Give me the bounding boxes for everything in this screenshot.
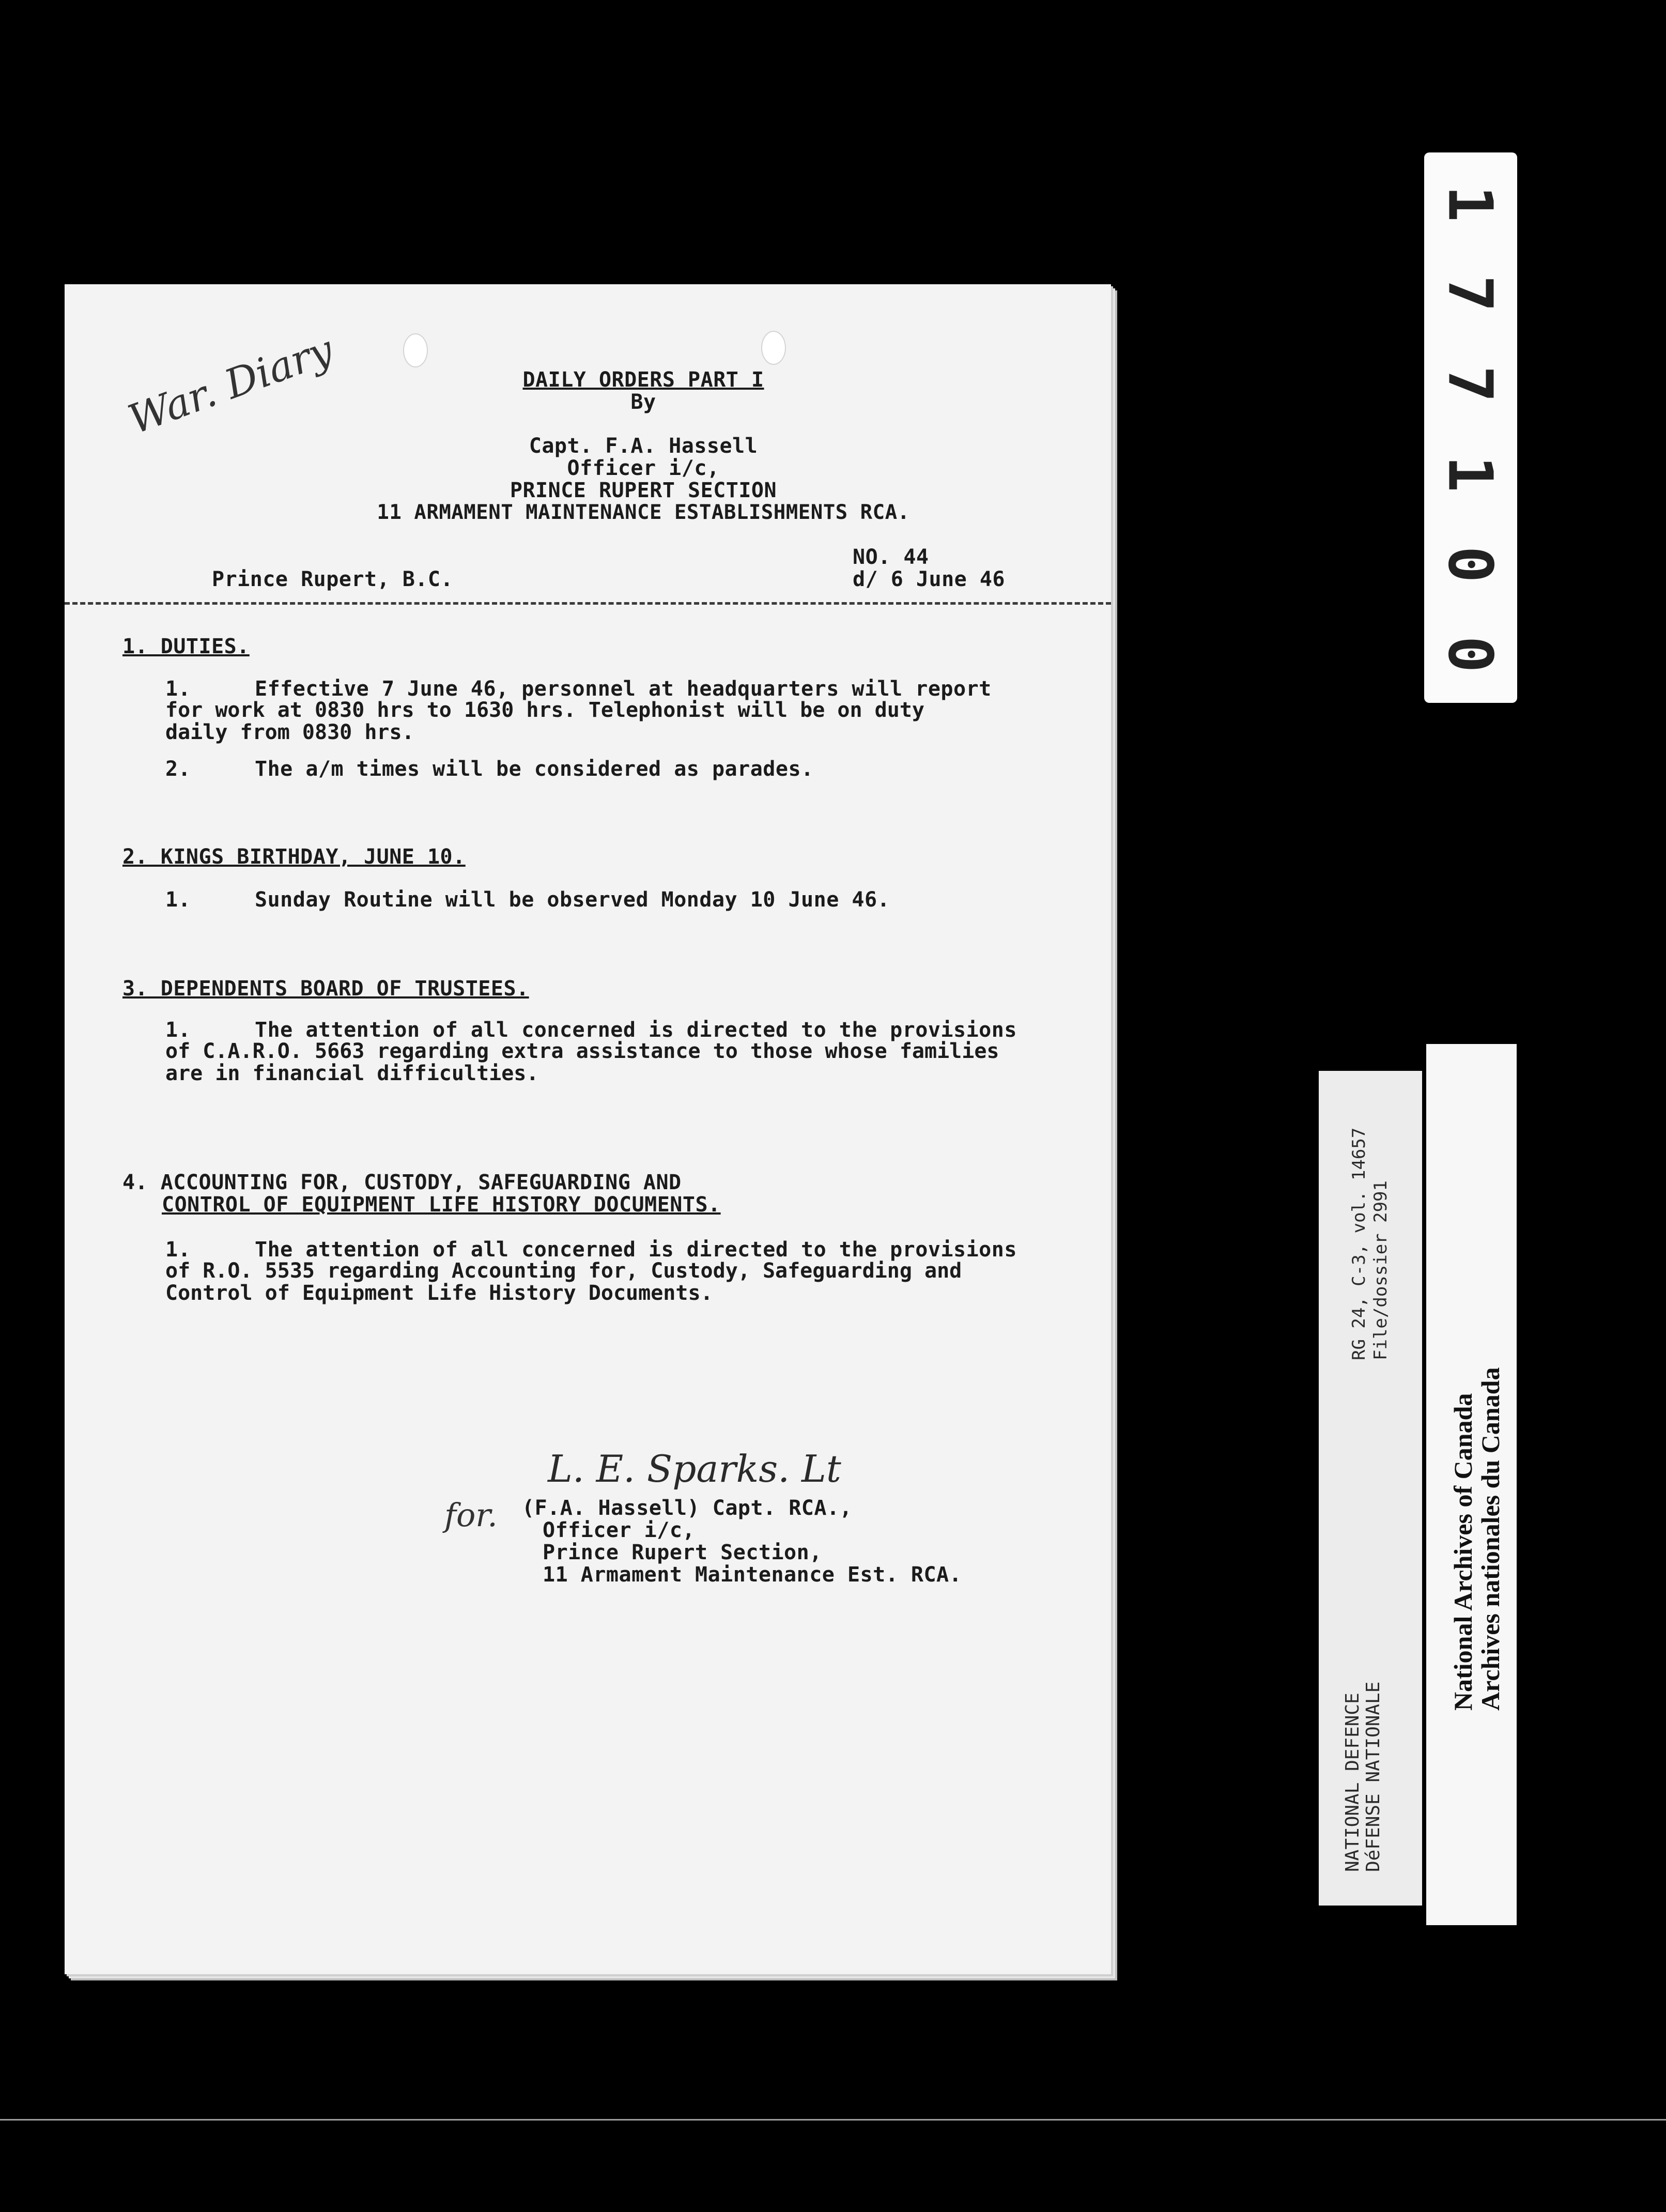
signature-line: Officer i/c,: [543, 1518, 695, 1542]
officer-role: Officer i/c,: [567, 456, 720, 480]
order-by: By: [630, 390, 656, 414]
order-date: d/ 6 June 46: [853, 567, 1005, 591]
section-heading-continuation: CONTROL OF EQUIPMENT LIFE HISTORY DOCUMENTS.: [162, 1193, 721, 1217]
section-name: PRINCE RUPERT SECTION: [510, 479, 777, 502]
paragraph-text: The a/m times will be considered as parades.: [255, 757, 814, 781]
section-heading: 1. DUTIES.: [122, 635, 250, 658]
frame-counter-digits: [1434, 173, 1506, 685]
document-page: [65, 284, 1111, 1974]
section-heading: 2. KINGS BIRTHDAY, JUNE 10.: [122, 845, 466, 869]
frame-counter-digit: 7: [1434, 365, 1506, 403]
paragraph-number: 1.: [165, 677, 191, 701]
paragraph-continuation: for work at 0830 hrs to 1630 hrs. Telephonist will be on duty daily from 0830 hrs.: [165, 698, 925, 744]
film-edge-line: [0, 2119, 1666, 2121]
national-archives-label: [1426, 1044, 1517, 1925]
paragraph-continuation: of C.A.R.O. 5663 regarding extra assistance to those whose families are in financial difficulties.: [165, 1039, 999, 1085]
order-number: NO. 44: [853, 545, 929, 569]
handwritten-signature: L. E. Sparks. Lt: [548, 1447, 841, 1491]
archive-name-en: National Archives of Canada: [1448, 1393, 1477, 1711]
unit-name: 11 ARMAMENT MAINTENANCE ESTABLISHMENTS RCA.: [377, 501, 910, 524]
handwritten-for: for.: [444, 1496, 498, 1534]
frame-counter-digit: 1: [1434, 455, 1506, 493]
frame-counter-digit: 0: [1434, 636, 1506, 673]
department-fr: DéFENSE NATIONALE: [1363, 1681, 1384, 1872]
signature-line: (F.A. Hassell) Capt. RCA.,: [522, 1496, 853, 1520]
paragraph-text: Effective 7 June 46, personnel at headquarters will report: [255, 677, 992, 701]
paragraph-continuation: of R.O. 5535 regarding Accounting for, Custody, Safeguarding and Control of Equipment Life History Documents.: [165, 1259, 962, 1305]
archive-reference: RG 24, C-3, vol. 14657: [1349, 1127, 1369, 1360]
frame-counter: [1424, 152, 1517, 703]
paper-stack: [65, 284, 1111, 1974]
handwritten-note: War. Diary: [122, 326, 340, 444]
paragraph-number: 1.: [165, 1238, 191, 1262]
signature-line: Prince Rupert Section,: [543, 1541, 822, 1564]
punch-hole-right: [761, 331, 786, 365]
paragraph-number: 2.: [165, 757, 191, 781]
location: Prince Rupert, B.C.: [212, 567, 454, 591]
paragraph-text: Sunday Routine will be observed Monday 10 June 46.: [255, 888, 890, 912]
frame-counter-digit: 7: [1434, 275, 1506, 312]
punch-hole-left: [403, 333, 428, 367]
signature-line: 11 Armament Maintenance Est. RCA.: [543, 1563, 962, 1587]
section-heading: 3. DEPENDENTS BOARD OF TRUSTEES.: [122, 977, 529, 1001]
order-title: DAILY ORDERS PART I: [522, 368, 764, 392]
national-defence-label: [1319, 1071, 1422, 1906]
paragraph-text: The attention of all concerned is directed to the provisions: [255, 1018, 1017, 1042]
paragraph-number: 1.: [165, 1018, 191, 1042]
dashed-divider: [65, 602, 1111, 605]
frame-counter-digit: 0: [1434, 546, 1506, 583]
department-en: NATIONAL DEFENCE: [1342, 1693, 1363, 1872]
paragraph-text: The attention of all concerned is directed to the provisions: [255, 1238, 1017, 1262]
archive-file: File/dossier 2991: [1370, 1180, 1391, 1360]
paragraph-number: 1.: [165, 888, 191, 912]
archive-name-fr: Archives nationales du Canada: [1476, 1367, 1505, 1711]
officer-name: Capt. F.A. Hassell: [529, 434, 758, 458]
section-heading: 4. ACCOUNTING FOR, CUSTODY, SAFEGUARDING AND: [122, 1171, 682, 1194]
frame-counter-digit: 1: [1434, 185, 1506, 222]
